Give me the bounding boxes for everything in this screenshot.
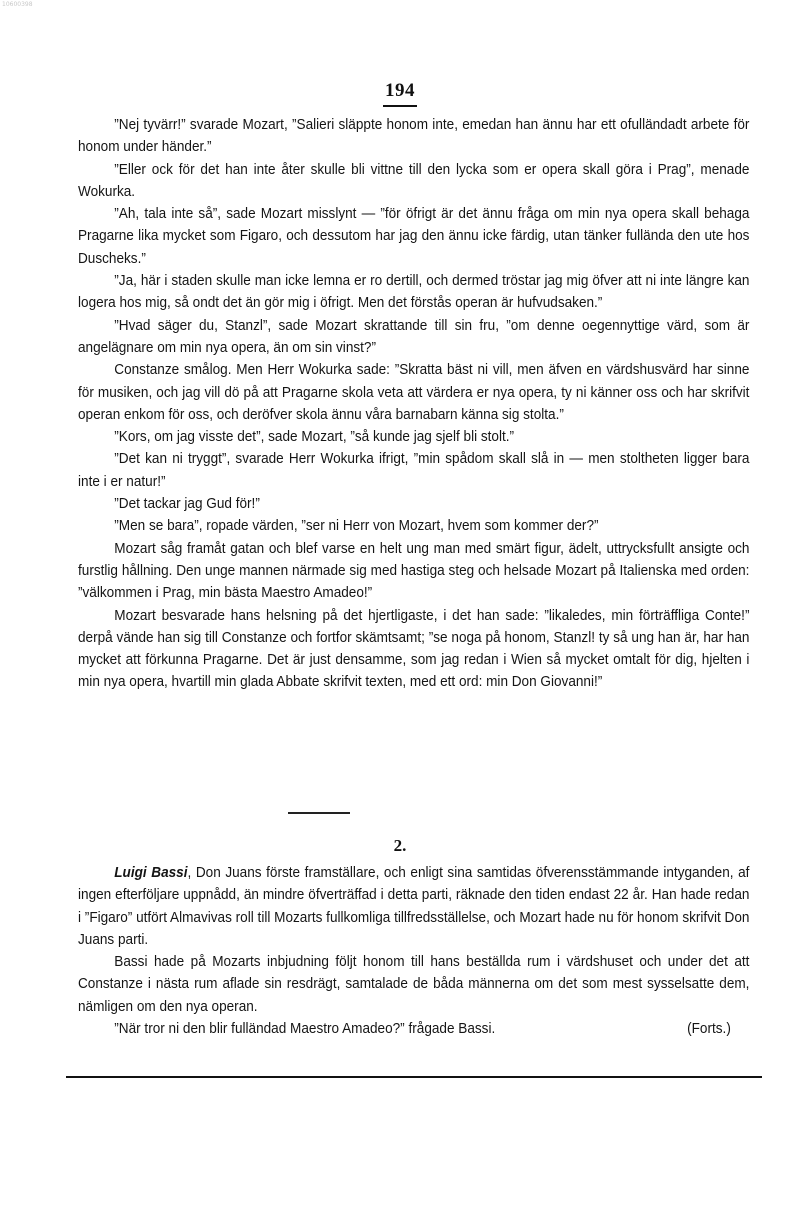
section-1-body [78, 114, 750, 694]
paragraph: ”Det kan ni tryggt”, svarade Herr Wokurka ifrigt, ”min spådom skall slå in — men stoltheten ligger bara inte i er natur!” [78, 451, 750, 490]
person-name: Luigi Bassi [114, 865, 188, 881]
paragraph-text: ”När tror ni den blir fulländad Maestro Amadeo?” frågade Bassi. [114, 1021, 496, 1038]
page-number [0, 80, 800, 107]
section-2-body [78, 862, 750, 1040]
paragraph: ”Nej tyvärr!” svarade Mozart, ”Salieri släppte honom inte, emedan han ännu har ett ofulländadt arbete för honom under händer.” [78, 117, 750, 156]
paragraph: Constanze smålog. Men Herr Wokurka sade: ”Skratta bäst ni vill, men äfven en värdshusvärd har sinne för musiken, och jag vill dö på att Pragarne skola veta att värdera er nya opera, ty ni känner oss och har skrifvit operan enkom för oss, och deröfver skola ännu våra barnabarn känna sig stolta.” [78, 362, 750, 423]
paragraph-text: , Don Juans förste framställare, och enligt sina samtidas öfverensstämmande intyganden, af ingen efterföljare uppnådd, än mindre öfverträffad i detta parti, räknade den tiden endast 22 år. Han hade redan i ”Figaro” utfört Almavivas roll till Mozarts fullkomliga tillfredsställelse, och Mozart hade nu för honom skrifvit Don Juans parti. [78, 865, 750, 948]
continued-label: (Forts.) [687, 1021, 731, 1038]
paragraph: ”Eller ock för det han inte åter skulle bli vittne till den lycka som er opera skall göra i Prag”, menade Wokurka. [78, 161, 750, 200]
paragraph: Mozart såg framåt gatan och blef varse en helt ung man med smärt figur, ädelt, uttrycksfullt ansigte och furstlig hållning. Den unge mannen närmade sig med hastiga steg och helsade Mozart på Italienska med orden: ”välkommen i Prag, min bästa Maestro Amadeo!” [78, 540, 750, 602]
section-divider [288, 812, 350, 814]
paragraph: ”Kors, om jag visste det”, sade Mozart, ”så kunde jag sjelf bli stolt.” [114, 429, 515, 446]
paragraph [78, 862, 749, 951]
paragraph: ”Ja, här i staden skulle man icke lemna er ro dertill, och dermed tröstar jag mig öfver att ni inte längre kan logera hos mig, så ondt det än gör mig i öfrigt. Men det förstås operan är hufvudsaken.” [78, 273, 750, 312]
paragraph: ”Hvad säger du, Stanzl”, sade Mozart skrattande till sin fru, ”om denne oegennyttige värd, som är angelägnare om min nya opera, än om sin vinst?” [78, 317, 750, 356]
scan-id-label: 10600398 [2, 1, 33, 8]
page-number-text: 194 [383, 80, 417, 107]
section-number: 2. [393, 836, 407, 855]
paragraph: Mozart besvarade hans helsning på det hjertligaste, i det han sade: ”likaledes, min förträffliga Conte!” derpå vände han sig till Constanze och fortfor skämtsamt; ”se noga på honom, Stanzl! ty så ung han är, har han mycket att förkunna Pragarne. Det är just densamme, som jag redan i Wien så mycket omtalt för dig, hjelten i min nya opera, hvartill min glada Abbate skrifvit texten, med ett ord: min Don Giovanni!” [78, 607, 750, 691]
bottom-divider [66, 1076, 762, 1078]
paragraph: ”Ah, tala inte så”, sade Mozart misslynt — ”för öfrigt är det ännu fråga om min nya opera skall behaga Pragarne lika mycket som Figaro, och dessutom har jag den ännu icke färdig, utan tänker fullända den ute hos Duscheks.” [78, 206, 750, 267]
paragraph: Bassi hade på Mozarts inbjudning följt honom till hans beställda rum i värdshuset och under det att Constanze i nästa rum aflade sin resdrägt, samtalade de båda männerna om det som mest sysselsatte dem, nämligen om den nya operan. [78, 954, 750, 1015]
paragraph: ”Det tackar jag Gud för!” [114, 496, 260, 513]
paragraph [78, 1018, 749, 1040]
paragraph: ”Men se bara”, ropade värden, ”ser ni Herr von Mozart, hvem som kommer der?” [114, 518, 599, 535]
